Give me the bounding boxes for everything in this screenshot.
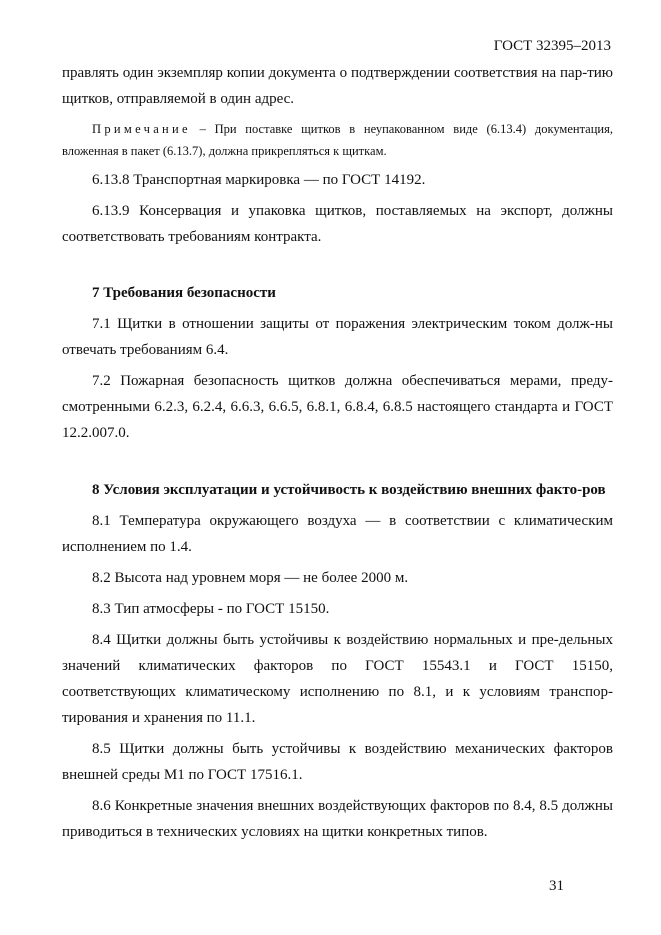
paragraph-8-5: 8.5 Щитки должны быть устойчивы к воздействию механических факторов внешней среды М1 по ГОСТ 17516.1. xyxy=(62,741,613,783)
document-body xyxy=(62,60,613,845)
note xyxy=(62,118,613,162)
document-header: ГОСТ 32395–2013 xyxy=(493,38,611,54)
section-heading-8: 8 Условия эксплуатации и устойчивость к воздействию внешних факто-ров xyxy=(92,482,606,498)
paragraph-8-3: 8.3 Тип атмосферы - по ГОСТ 15150. xyxy=(92,601,330,617)
paragraph-7-1: 7.1 Щитки в отношении защиты от поражения электрическим током долж-ны отвечать требованиям 6.4. xyxy=(62,316,613,358)
note-text: – При поставке щитков в неупакованном виде (6.13.4) документация, вложенная в пакет (6.13.7), должна прикрепляться к щиткам. xyxy=(62,122,613,158)
section-heading-7: 7 Требования безопасности xyxy=(92,285,276,301)
paragraph-8-2: 8.2 Высота над уровнем моря — не более 2000 м. xyxy=(92,570,409,586)
note-label: Примечание xyxy=(92,122,191,136)
paragraph-8-4: 8.4 Щитки должны быть устойчивы к воздействию нормальных и пре-дельных значений климатических факторов по ГОСТ 15543.1 и ГОСТ 15150, соответствующих климатическому исполнению по 8.1, и к условиям транспор-тирования и хранения по 11.1. xyxy=(62,632,613,726)
paragraph-8-6: 8.6 Конкретные значения внешних воздействующих факторов по 8.4, 8.5 должны приводиться в технических условиях на щитки конкретных типов. xyxy=(62,798,613,840)
page-number: 31 xyxy=(549,878,564,894)
paragraph-8-1: 8.1 Температура окружающего воздуха — в соответствии с климатическим исполнением по 1.4. xyxy=(62,513,613,555)
paragraph-continuation: правлять один экземпляр копии документа о подтверждении соответствия на пар-тию щитков, отправляемой в один адрес. xyxy=(62,65,613,107)
paragraph-6-13-8: 6.13.8 Транспортная маркировка — по ГОСТ 14192. xyxy=(92,172,426,188)
paragraph-7-2: 7.2 Пожарная безопасность щитков должна обеспечиваться мерами, преду-смотренными 6.2.3, 6.2.4, 6.6.3, 6.6.5, 6.8.1, 6.8.4, 6.8.5 настоящего стандарта и ГОСТ 12.2.007.0. xyxy=(62,373,613,441)
paragraph-6-13-9: 6.13.9 Консервация и упаковка щитков, поставляемых на экспорт, должны соответствовать требованиям контракта. xyxy=(62,203,613,245)
